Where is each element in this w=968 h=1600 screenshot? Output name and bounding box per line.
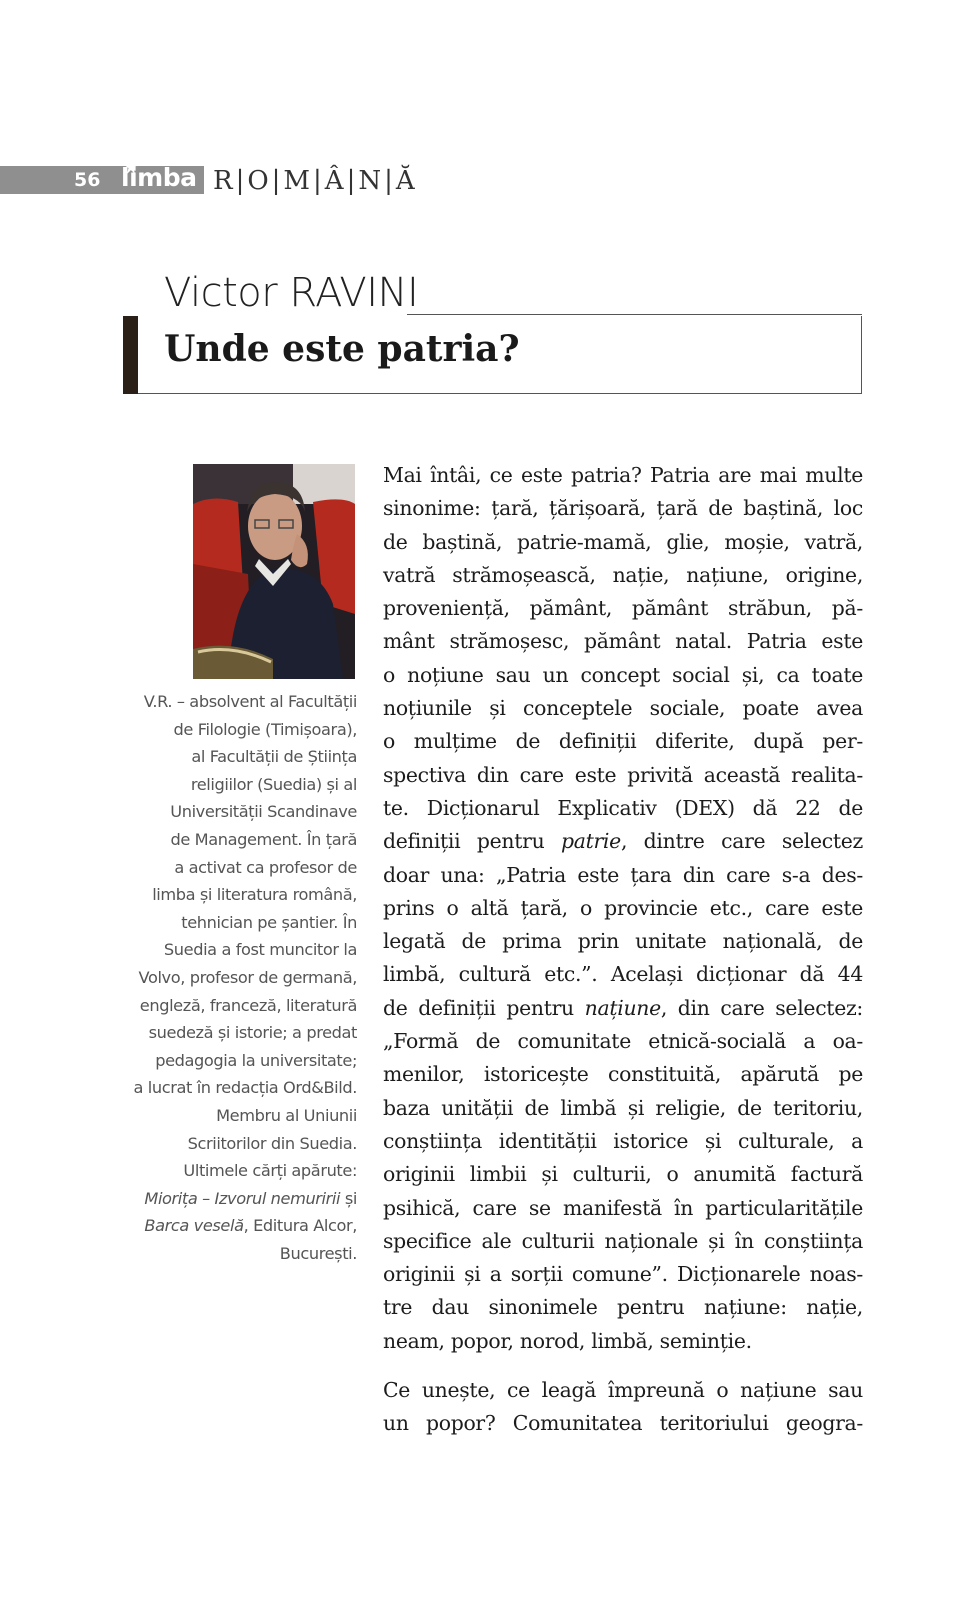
body-line: tre dau sinonimele pentru națiune: nație, [383,1295,863,1320]
bio-line: Ultimele cărți apărute: [183,1161,357,1181]
article-title: Unde este patria? [164,328,520,370]
body-text: , dintre care selectez [620,829,863,854]
body-text: , din care selectez: [660,995,863,1020]
magazine-logo-limba: limba [121,163,197,192]
author-bio [110,688,357,1267]
bio-line: Scriitorilor din Suedia. [187,1133,357,1153]
body-line: menilor, istoricește constituită, apărută pe [383,1062,863,1087]
body-line [383,825,863,858]
body-line: te. Dicționarul Explicativ (DEX) dă 22 de [383,795,863,820]
body-line: vatră strămoșească, nație, națiune, origine, [383,562,863,587]
bio-line: Volvo, profesor de germană, [138,967,357,987]
body-line: un popor? Comunitatea teritoriului geogra- [383,1411,863,1436]
bio-line: pedagogia la universitate; [155,1050,357,1070]
emphasis: națiune [584,995,661,1020]
body-line: proveniență, pământ, pământ străbun, pă- [383,596,863,621]
body-line: o noțiune sau un concept social și, ca toate [383,662,863,687]
body-line: psihică, care se manifestă în particularitățile [383,1195,863,1220]
bio-line: religiilor (Suedia) și al [190,774,357,794]
bio-line [110,1185,357,1213]
book-title: Miorița – Izvorul nemuririi [144,1188,341,1208]
body-line: noțiunile și conceptele sociale, poate avea [383,696,863,721]
bio-line: de Management. În țară [170,829,357,849]
article-body [383,459,863,1441]
bio-line: limba și literatura română, [152,885,357,905]
body-line: o mulțime de definiții diferite, după per- [383,729,863,754]
body-line: limbă, cultură etc.”. Același dicționar dă 44 [383,962,863,987]
body-line: doar una: „Patria este țara din care s-a des- [383,862,863,887]
page-number: 56 [74,169,101,191]
bio-line: tehnician pe șantier. În [181,912,357,932]
body-line: „Formă de comunitate etnică-socială a oa- [383,1029,863,1054]
paragraph-gap [383,1358,863,1374]
body-line: neam, popor, norod, limbă, seminție. [383,1328,752,1353]
bio-line: al Facultății de Știința [191,747,357,767]
bio-line: Membru al Uniunii [216,1105,357,1125]
bio-line: suedeză și istorie; a predat [148,1023,357,1043]
bio-text: , Editura Alcor, [243,1216,357,1236]
article-author: Victor RAVINI [164,270,419,316]
title-accent-bar [123,316,138,394]
body-line [383,992,863,1025]
body-line: specifice ale culturii naționale și în conștiința [383,1228,863,1253]
author-rule [407,314,862,315]
bio-text: și [340,1188,357,1208]
body-line: prins o altă țară, o provincie etc., care este [383,895,863,920]
emphasis: patrie [560,829,621,854]
body-line: originii limbii și culturii, o anumită factură [383,1162,863,1187]
bio-line: Universității Scandinave [170,802,357,822]
bio-line: Suedia a fost muncitor la [163,940,357,960]
bio-line [110,1212,357,1240]
body-line: Ce unește, ce leagă împreună o națiune sau [383,1378,863,1403]
author-photo [193,464,355,679]
body-line: baza unității de limbă și religie, de teritoriu, [383,1095,863,1120]
body-line: de baștină, patrie-mamă, glie, moșie, vatră, [383,529,863,554]
bio-line: engleză, franceză, literatură [139,995,357,1015]
book-title: Barca veselă [144,1216,244,1236]
body-line: sinonime: țară, țărișoară, țară de baștină, loc [383,496,863,521]
bio-line: V.R. – absolvent al Facultății [143,692,357,711]
bio-line: București. [279,1243,357,1263]
magazine-logo-romana: R|O|M|Â|N|Ă [213,166,418,196]
body-line: spectiva din care este privită această realita- [383,762,863,787]
body-line: legată de prima prin unitate națională, de [383,929,863,954]
bio-line: a activat ca profesor de [174,857,357,877]
body-text: definiții pentru [383,829,561,854]
body-line: originii și a sorții comune”. Dicționarele noas- [383,1262,863,1287]
bio-line: a lucrat în redacția Ord&Bild. [133,1078,357,1098]
bio-line: de Filologie (Timișoara), [173,719,357,739]
body-line: Mai întâi, ce este patria? Patria are mai multe [383,463,863,487]
body-line: conștiința identității istorice și culturale, a [383,1128,863,1153]
body-line: mânt strămoșesc, pământ natal. Patria este [383,629,863,654]
body-text: de definiții pentru [383,995,585,1020]
